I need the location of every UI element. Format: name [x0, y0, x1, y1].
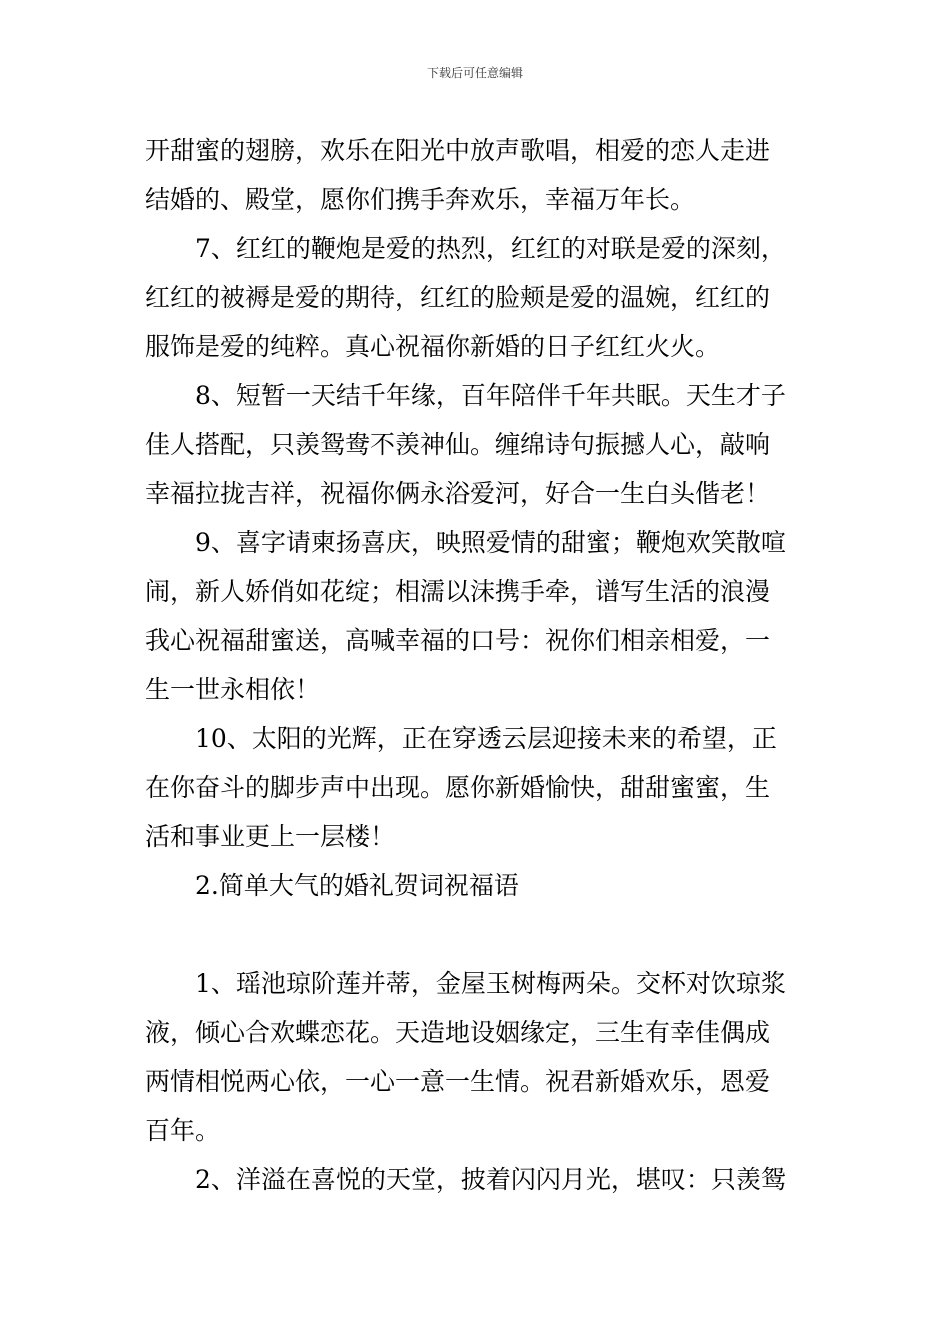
- text-line: 在你奋斗的脚步声中出现。愿你新婚愉快，甜甜蜜蜜，生: [145, 773, 771, 802]
- text-line: 结婚的、殿堂，愿你们携手奔欢乐，幸福万年长。: [145, 185, 696, 214]
- text-line: 服饰是爱的纯粹。真心祝福你新婚的日子红红火火。: [145, 332, 721, 361]
- section-heading: 2.简单大气的婚礼贺词祝福语: [145, 871, 519, 900]
- text-line: 红红的被褥是爱的期待，红红的脸颊是爱的温婉，红红的: [145, 283, 771, 312]
- paragraph-8-line: 8、短暂一天结千年缘，百年陪伴千年共眠。天生才子: [145, 381, 786, 410]
- text-line: 两情相悦两心依，一心一意一生情。祝君新婚欢乐，恩爱: [145, 1067, 771, 1096]
- text-line: 液，倾心合欢蝶恋花。天造地设姻缘定，三生有幸佳偶成: [145, 1018, 771, 1047]
- paragraph-2-line: 2、洋溢在喜悦的天堂，披着闪闪月光，堪叹：只羡鸳: [145, 1165, 786, 1194]
- page-header: 下载后可任意编辑: [426, 66, 523, 80]
- text-line: 开甜蜜的翅膀，欢乐在阳光中放声歌唱，相爱的恋人走进: [145, 136, 771, 165]
- document-body: [145, 126, 809, 1204]
- text-line: 佳人搭配，只羡鸳鸯不羡神仙。缠绵诗句振撼人心，敲响: [145, 430, 771, 459]
- paragraph-1-line: 1、瑶池琼阶莲并蒂，金屋玉树梅两朵。交杯对饮琼浆: [145, 969, 786, 998]
- text-line: 百年。: [145, 1116, 221, 1145]
- text-line: 我心祝福甜蜜送，高喊幸福的口号：祝你们相亲相爱，一: [145, 626, 771, 655]
- text-line: 活和事业更上一层楼！: [145, 822, 396, 851]
- paragraph-9-line: 9、喜字请柬扬喜庆，映照爱情的甜蜜；鞭炮欢笑散喧: [145, 528, 786, 557]
- paragraph-7-line: 7、红红的鞭炮是爱的热烈，红红的对联是爱的深刻，: [145, 234, 786, 263]
- text-line: 闹，新人娇俏如花绽；相濡以沫携手牵，谱写生活的浪漫: [145, 577, 771, 606]
- paragraph-10-line: 10、太阳的光辉，正在穿透云层迎接未来的希望，正: [145, 724, 777, 753]
- text-line: 生一世永相依！: [145, 675, 321, 704]
- blank-line: [145, 910, 809, 959]
- text-line: 幸福拉拢吉祥，祝福你俩永浴爱河，好合一生白头偕老！: [145, 479, 771, 508]
